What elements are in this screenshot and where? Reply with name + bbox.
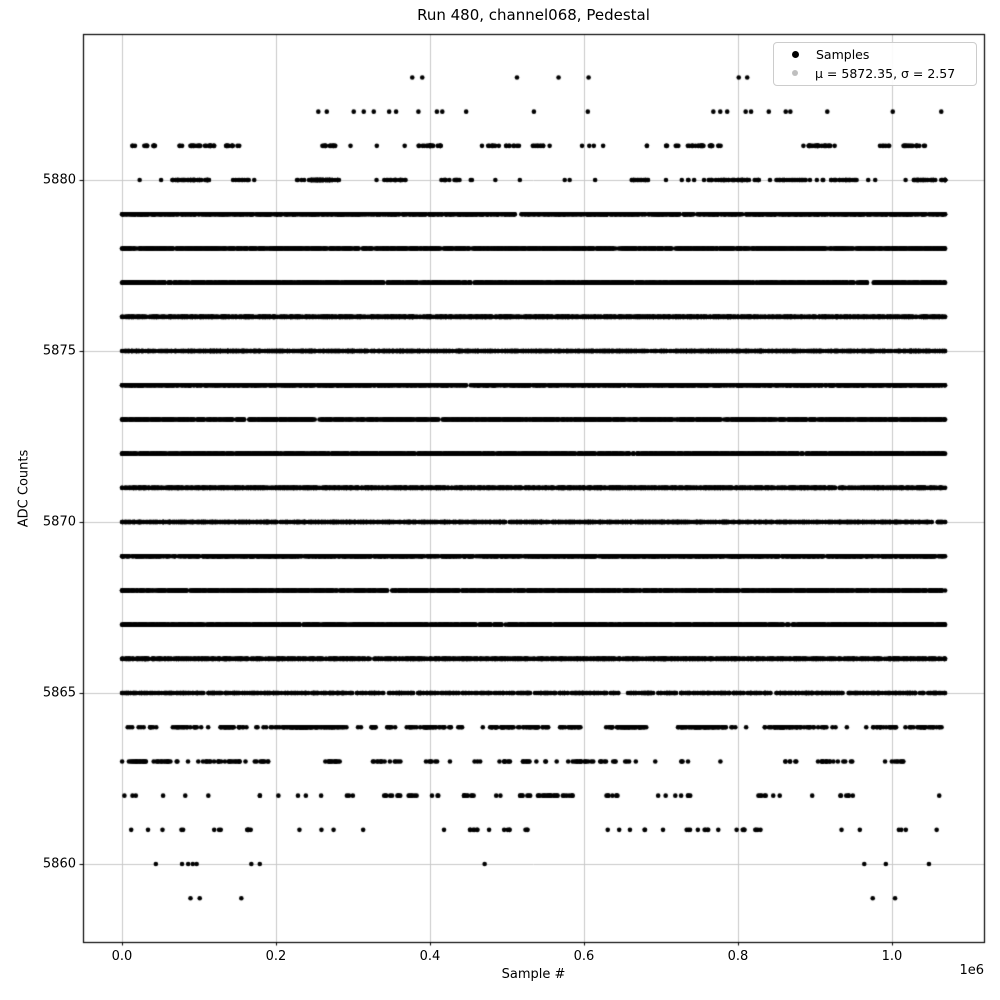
- legend-label-mean-sigma: μ = 5872.35, σ = 2.57: [815, 65, 956, 81]
- x-tick-label: 1.0: [881, 949, 903, 964]
- chart-title: Run 480, channel068, Pedestal: [417, 6, 650, 24]
- x-tick-label: 0.2: [265, 949, 287, 964]
- x-tick-label: 0.0: [111, 949, 133, 964]
- x-tick-label: 0.6: [573, 949, 595, 964]
- y-tick-label: 5865: [42, 685, 76, 701]
- x-tick-label: 0.4: [419, 949, 441, 964]
- x-axis-offset-label: 1e6: [959, 963, 984, 978]
- y-tick-label: 5880: [42, 172, 76, 188]
- samples-marker-icon: [792, 51, 799, 58]
- y-tick-label: 5875: [42, 343, 76, 359]
- y-tick-label: 5870: [42, 514, 76, 530]
- mean-marker-icon: [792, 70, 798, 76]
- x-axis-label: Sample #: [501, 967, 566, 982]
- y-tick-label: 5860: [42, 856, 76, 872]
- legend: [773, 42, 977, 86]
- legend-entry-mean-sigma: [780, 64, 970, 82]
- y-axis-label: ADC Counts: [16, 449, 32, 528]
- legend-label-samples: Samples: [816, 47, 870, 63]
- x-tick-label: 0.8: [727, 949, 749, 964]
- legend-entry-samples: [780, 46, 970, 64]
